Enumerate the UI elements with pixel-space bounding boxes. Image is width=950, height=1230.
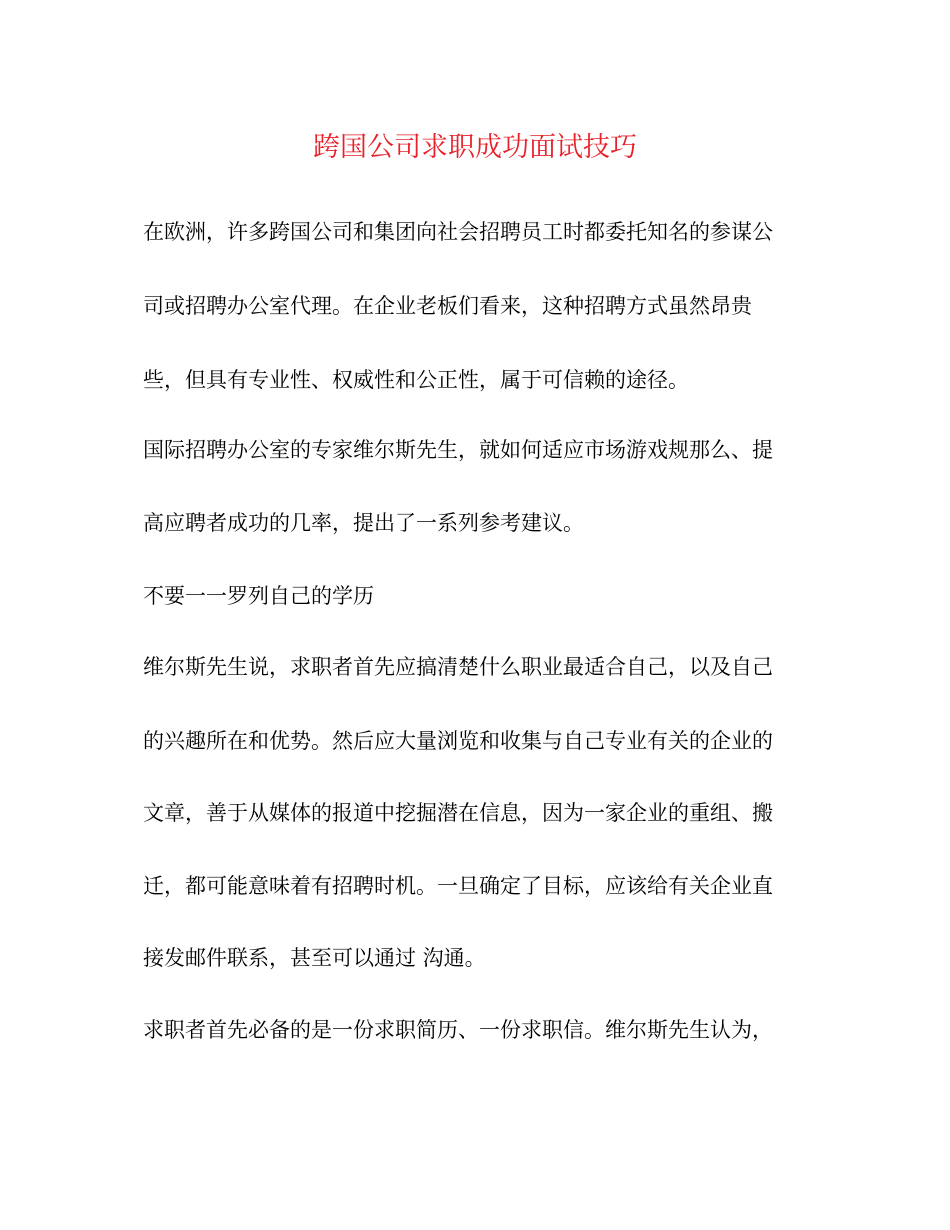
paragraph-line: 迁，都可能意味着有招聘时机。一旦确定了目标，应该给有关企业直 [143,874,773,898]
paragraph-line: 在欧洲，许多跨国公司和集团向社会招聘员工时都委托知名的参谋公 [143,220,773,244]
paragraph-line: 文章，善于从媒体的报道中挖掘潜在信息，因为一家企业的重组、搬 [143,801,773,825]
document-title: 跨国公司求职成功面试技巧 [313,132,637,163]
paragraph-line: 些，但具有专业性、权威性和公正性，属于可信赖的途径。 [143,368,689,392]
paragraph-line: 接发邮件联系，甚至可以通过 沟通。 [143,946,486,970]
section-heading: 不要一一罗列自己的学历 [143,584,374,608]
paragraph-line: 国际招聘办公室的专家维尔斯先生，就如何适应市场游戏规那么、提 [143,438,773,462]
paragraph-line: 的兴趣所在和优势。然后应大量浏览和收集与自己专业有关的企业的 [143,729,773,753]
paragraph-line: 维尔斯先生说，求职者首先应搞清楚什么职业最适合自己，以及自己 [143,655,773,679]
paragraph-line: 司或招聘办公室代理。在企业老板们看来，这种招聘方式虽然昂贵 [143,294,752,318]
paragraph-line: 高应聘者成功的几率，提出了一系列参考建议。 [143,511,584,535]
paragraph-line: 求职者首先必备的是一份求职简历、一份求职信。维尔斯先生认为， [143,1018,773,1042]
